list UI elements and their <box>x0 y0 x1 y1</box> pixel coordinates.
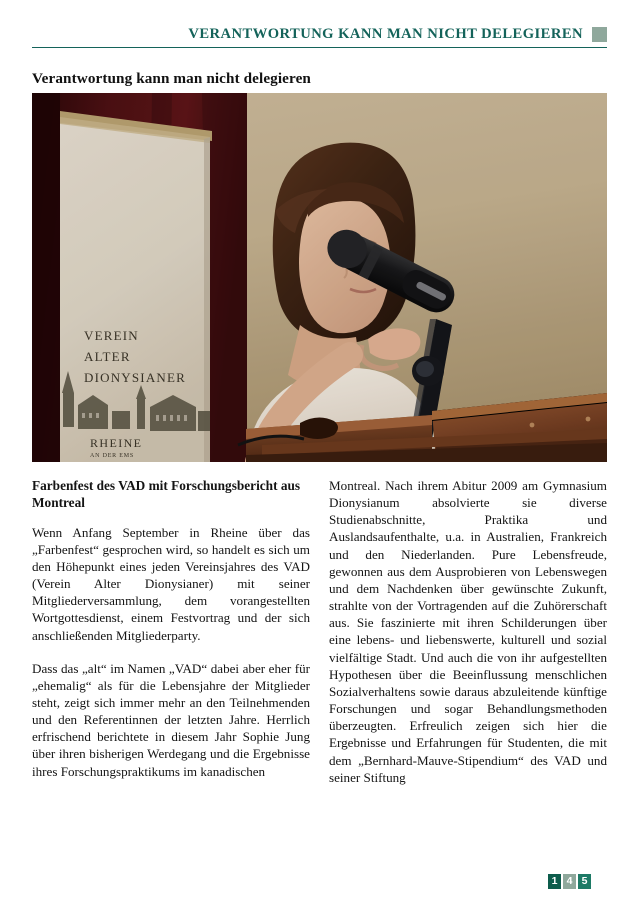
body-column-right <box>329 477 607 786</box>
photo-illustration <box>32 93 607 462</box>
page-title: Verantwortung kann man nicht delegieren <box>32 70 311 88</box>
running-head <box>32 22 607 46</box>
article-subheading: Farbenfest des VAD mit Forschungsbericht aus Montreal <box>32 478 301 511</box>
svg-text:AN DER EMS: AN DER EMS <box>90 453 135 459</box>
body-column-left <box>32 477 310 780</box>
running-head-square-icon <box>592 27 607 42</box>
page-number-digit: 5 <box>578 874 591 889</box>
paragraph: Wenn Anfang September in Rheine über das „Farbenfest“ gesprochen wird, so handelt es sich um den Höhepunkt eines jeden Vereinsjahres des VAD (Verein Alter Dionysianer) mit seiner Mitgliederversammlung, dem vorangestellten Wortgottesdienst, einem Festvortrag und der sich anschließenden Mitgliederparty. <box>32 524 310 643</box>
page-number-badge <box>548 874 591 889</box>
paragraph: Dass das „alt“ im Namen „VAD“ dabei aber eher für „ehemalig“ als für die Lebensjahre der Mitglieder steht, zeigt sich immer mehr an den Teilnehmenden und den Referentinnen der letzten Jahre. Herrlich erfrischend berichtete in diesem Jahr Sophie Jung über ihren bisherigen Werdegang und die Ergebnisse ihres Forschungspraktikums im kanadischen <box>32 660 310 779</box>
svg-text:DIONYSIANER: DIONYSIANER <box>84 370 187 385</box>
running-head-title: VERANTWORTUNG KANN MAN NICHT DELEGIEREN <box>188 25 583 42</box>
page-number-digit: 4 <box>563 874 576 889</box>
article-photo <box>32 93 607 462</box>
svg-text:ALTER: ALTER <box>84 349 131 364</box>
page-number-digit: 1 <box>548 874 561 889</box>
svg-text:RHEINE: RHEINE <box>90 436 143 450</box>
running-head-rule <box>32 47 607 48</box>
paragraph: Montreal. Nach ihrem Abitur 2009 am Gymnasium Dionysianum absolvierte sie diverse Studienabschnitte, Praktika und Auslandsaufenthalte, u.a. in Australien, Frankreich und den Niederlanden. Pure Lebensfreude, gewonnen aus dem Ausprobieren von Lebenswegen und dem Nachdenken über gewünschte Zukunft, strahlte von der Vortragenden auf die Zuhörerschaft aus. Sie faszinierte mit ihren Schilderungen über eine lebens- und liebenswerte, kulturell und sozial vielfältige Stadt. Und auch die von ihr aufgestellten Hypothesen über die Beeinflussung menschlichen Sozialverhaltens sowie daraus abzuleitende künftige Forschungen und sogar Behandlungsmethoden überzeugten. Erfreulich zeigen sich hier die Ergebnisse und Erfahrungen für Studenten, die mit dem „Bernhard-Mauve-Stipendium“ des VAD und seiner Stiftung <box>329 478 607 785</box>
svg-text:VEREIN: VEREIN <box>84 328 139 343</box>
